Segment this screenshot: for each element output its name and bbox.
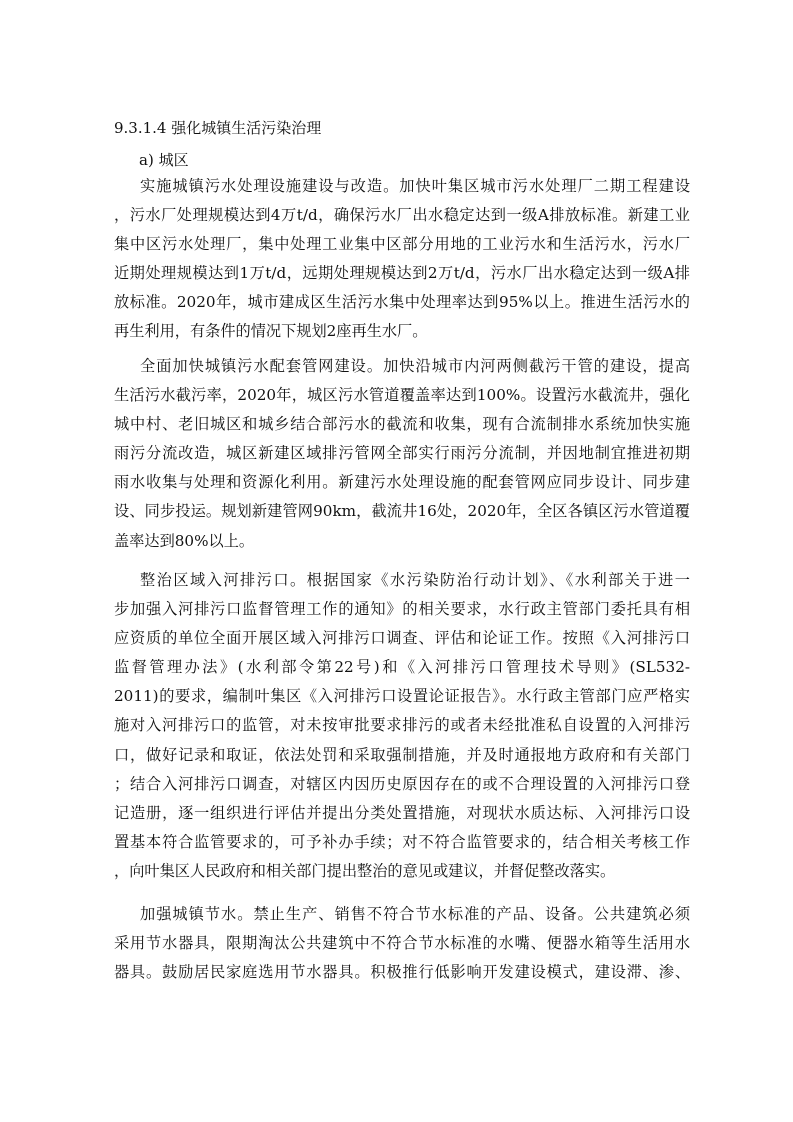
paragraph-line: 记造册，逐一组织进行评估并提出分类处置措施，对现状水质达标、入河排污口设 (114, 803, 690, 822)
paragraph-line: 盖率达到80%以上。 (114, 531, 255, 550)
paragraph-line: 生活污水截污率，2020年，城区污水管道覆盖率达到100%。设置污水截流井，强化 (114, 386, 690, 405)
paragraph-line: 加强城镇节水。禁止生产、销售不符合节水标准的产品、设备。公共建筑必须 (140, 905, 690, 923)
paragraph-line: 再生利用，有条件的情况下规划2座再生水厂。 (114, 322, 428, 341)
paragraph-line: 施对入河排污口的监管，对未按审批要求排污的或者未经批准私自设置的入河排污 (114, 716, 690, 735)
paragraph-line: 集中区污水处理厂，集中处理工业集中区部分用地的工业污水和生活污水，污水厂 (114, 235, 690, 254)
paragraph-line: 应资质的单位全面开展区域入河排污口调查、评估和论证工作。按照《入河排污口 (114, 629, 690, 648)
section-subheading: a) 城区 (139, 151, 189, 169)
paragraph-line: ，向叶集区人民政府和相关部门提出整治的意见或建议，并督促整改落实。 (114, 861, 616, 880)
section-heading: 9.3.1.4 强化城镇生活污染治理 (114, 119, 322, 137)
paragraph-line: 设、同步投运。规划新建管网90km，截流井16处，2020年，全区各镇区污水管道覆 (114, 502, 690, 521)
paragraph-line: 放标准。2020年，城市建成区生活污水集中处理率达到95%以上。推进生活污水的 (114, 293, 690, 312)
paragraph-line: 实施城镇污水处理设施建设与改造。加快叶集区城市污水处理厂二期工程建设 (140, 177, 690, 195)
paragraph-line: 全面加快城镇污水配套管网建设。加快沿城市内河两侧截污干管的建设，提高 (140, 357, 690, 375)
paragraph-line: ，污水厂处理规模达到4万t/d，确保污水厂出水稳定达到一级A排放标准。新建工业 (114, 206, 690, 225)
paragraph-line: 近期处理规模达到1万t/d，远期处理规模达到2万t/d，污水厂出水稳定达到一级A排 (114, 264, 690, 283)
paragraph-line: 采用节水器具，限期淘汰公共建筑中不符合节水标准的水嘴、便器水箱等生活用水 (114, 934, 690, 953)
paragraph-line: 置基本符合监管要求的，可予补办手续；对不符合监管要求的，结合相关考核工作 (114, 832, 690, 851)
paragraph-line: 雨污分流改造，城区新建区域排污管网全部实行雨污分流制，并因地制宜推进初期 (114, 444, 690, 463)
paragraph-water-saving (114, 900, 690, 987)
paragraph-line: 整治区域入河排污口。根据国家《水污染防治行动计划》、《水利部关于进一 (140, 571, 690, 589)
paragraph-line: 器具。鼓励居民家庭选用节水器具。积极推行低影响开发建设模式，建设滞、渗、 (114, 963, 690, 982)
paragraph-line: 2011)的要求，编制叶集区《入河排污口设置论证报告》。水行政主管部门应严格实 (114, 687, 690, 706)
paragraph-line: 城中村、老旧城区和城乡结合部污水的截流和收集，现有合流制排水系统加快实施 (114, 415, 690, 434)
paragraph-line: 口，做好记录和取证，依法处罚和采取强制措施，并及时通报地方政府和有关部门 (114, 745, 690, 764)
paragraph-line: 监督管理办法》(水利部令第22号)和《入河排污口管理技术导则》(SL532- (114, 658, 690, 677)
paragraph-pipe-network (114, 352, 690, 556)
paragraph-sewage-treatment (114, 172, 690, 347)
paragraph-sewage-outlets (114, 566, 690, 886)
paragraph-line: 步加强入河排污口监督管理工作的通知》的相关要求，水行政主管部门委托具有相 (114, 600, 690, 619)
paragraph-line: ；结合入河排污口调查，对辖区内因历史原因存在的或不合理设置的入河排污口登 (114, 774, 690, 793)
paragraph-line: 雨水收集与处理和资源化利用。新建污水处理设施的配套管网应同步设计、同步建 (114, 473, 690, 492)
